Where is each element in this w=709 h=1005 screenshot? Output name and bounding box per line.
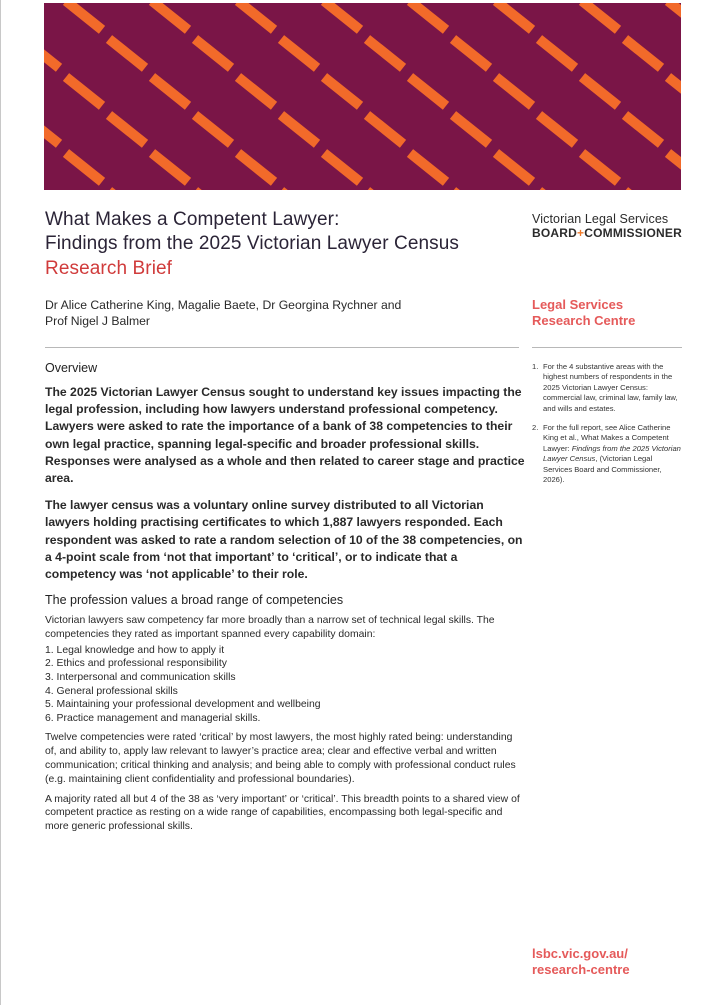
stripe [66, 77, 102, 106]
centre-line-1: Legal Services [532, 297, 624, 312]
main-content [45, 361, 525, 836]
stripe [496, 3, 532, 30]
link-line-2: research-centre [532, 962, 630, 977]
stripe [195, 39, 231, 68]
stripe [668, 153, 681, 182]
logo-board: BOARD [532, 226, 577, 240]
list-item: 4. General professional skills [45, 685, 178, 697]
stripe [324, 153, 360, 182]
section-heading: The profession values a broad range of competencies [45, 593, 344, 608]
list-item: 3. Interpersonal and communication skills [45, 672, 236, 684]
centre-line-2: Research Centre [532, 313, 636, 328]
stripe [539, 115, 575, 144]
stripe [109, 115, 145, 144]
competency-list [45, 644, 525, 726]
list-item: 2. Ethics and professional responsibility [45, 658, 227, 670]
link-line-1: lsbc.vic.gov.au/ [532, 946, 628, 961]
stripe [668, 77, 681, 106]
research-brief-label: Research Brief [45, 258, 173, 279]
logo-commissioner: COMMISSIONER [584, 226, 682, 240]
stripe [66, 153, 102, 182]
footnote-text [543, 423, 682, 485]
stripe [152, 77, 188, 106]
stripe [625, 39, 661, 68]
lead-paragraph-1: The 2025 Victorian Lawyer Census sought to understand key issues impacting the legal profession, including how lawyers understand professional competency. Lawyers were asked to rate the importance of a bank of 38 competencies to their own legal practice, spanning legal-specific and broader professional skills. Responses were analysed as a whole and then related to career stage and practice area. [45, 385, 525, 486]
footnote-text-end: , (Victorian Legal Services Board and Commissioner, 2026). [543, 454, 662, 485]
vlsb-logo [532, 212, 692, 240]
stripe [539, 39, 575, 68]
stripe [410, 153, 446, 182]
footnote-2 [532, 423, 682, 485]
logo-line-2 [532, 226, 692, 240]
stripe [496, 153, 532, 182]
logo-line-1: Victorian Legal Services [532, 212, 669, 226]
sidebar-notes [532, 362, 682, 494]
stripe [44, 115, 59, 144]
footnote-1 [532, 362, 682, 414]
footnote-number: 2. [532, 423, 539, 433]
overview-heading: Overview [45, 361, 98, 375]
footnote-report-title: Findings from the 2025 Victorian Lawyer Census [543, 443, 681, 464]
stripe [582, 153, 618, 182]
stripe [582, 77, 618, 106]
stripe [281, 39, 317, 68]
authors-line-2: Prof Nigel J Balmer [45, 314, 150, 328]
list-item: 5. Maintaining your professional development and wellbeing [45, 699, 321, 711]
list-item: 6. Practice management and managerial skills. [45, 712, 261, 724]
website-link[interactable] [532, 946, 630, 978]
section-paragraph-1: Victorian lawyers saw competency far more broadly than a narrow set of technical legal skills. The competencies they rated as important spanned every capability domain: [45, 615, 495, 641]
section-paragraph-3: A majority rated all but 4 of the 38 as ‘very important’ or ‘critical’. This breadth points to a shared view of competent practice as resting on a wide range of capabilities, encompassing both legal-specific and more generic professional skills. [45, 793, 520, 833]
section-paragraph-2: Twelve competencies were rated ‘critical’ by most lawyers, the most highly rated being: understanding of, and ability to, apply law relevant to lawyer’s practice area; clear and effective verbal and written communication; critical thinking and analysis; and being able to comply with professional conduct rules (e.g. maintaining client confidentiality and professional boundaries). [45, 732, 516, 785]
logo-plus-icon: + [577, 226, 585, 240]
title-line-1: What Makes a Competent Lawyer: [45, 209, 340, 230]
stripe [367, 115, 403, 144]
stripe [410, 3, 446, 30]
stripe [281, 115, 317, 144]
stripe [152, 153, 188, 182]
title-line-2: Findings from the 2025 Victorian Lawyer Census [45, 233, 460, 254]
stripe [410, 77, 446, 106]
stripe [367, 39, 403, 68]
stripe [625, 115, 661, 144]
authors [45, 297, 465, 329]
stripe [109, 39, 145, 68]
stripe [582, 3, 618, 30]
stripe [152, 3, 188, 30]
stripe [238, 153, 274, 182]
list-item: 1. Legal knowledge and how to apply it [45, 644, 225, 656]
stripe [496, 77, 532, 106]
footnote-text-start: For the full report, see Alice Catherine King et al., What Makes a Competent Lawyer: [543, 423, 671, 453]
stripe [44, 39, 59, 68]
stripe [238, 77, 274, 106]
stripe [66, 3, 102, 30]
footnote-text: For the 4 substantive areas with the highest numbers of respondents in the 2025 Victorian Lawyer Census: commercial law, criminal law, family law, and wills and estates. [543, 362, 678, 413]
authors-line-1: Dr Alice Catherine King, Magalie Baete, Dr Georgina Rychner and [45, 298, 402, 312]
stripe [453, 39, 489, 68]
stripe [238, 3, 274, 30]
research-centre-label [532, 297, 635, 329]
stripe [195, 115, 231, 144]
divider-sidebar [532, 347, 682, 348]
lead-paragraph-2: The lawyer census was a voluntary online survey distributed to all Victorian lawyers holding practising certificates to which 1,887 lawyers responded. Each respondent was asked to rate a random selection of 10 of the 38 competencies, on a 4-point scale from ‘not that important’ to ‘critical’, or to indicate that a competency was ‘not applicable’ to their role. [45, 498, 523, 582]
stripe [668, 3, 681, 30]
footnote-number: 1. [532, 362, 539, 371]
divider-main [45, 347, 519, 348]
header-banner [44, 3, 681, 190]
diagonal-stripe-pattern [44, 3, 681, 190]
stripe [324, 77, 360, 106]
stripe [324, 3, 360, 30]
viewer-edge [0, 0, 1, 1005]
document-title [45, 208, 515, 281]
stripe [453, 115, 489, 144]
